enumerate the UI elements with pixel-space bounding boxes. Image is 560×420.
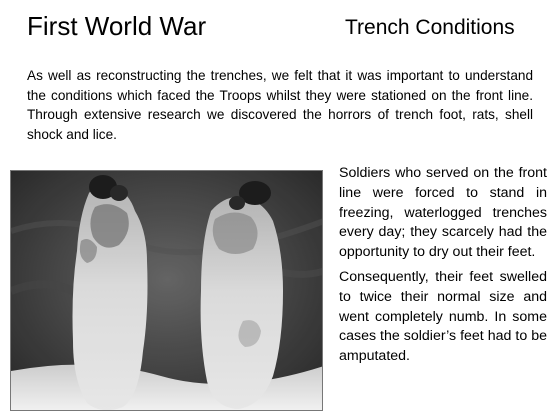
side-text [339,164,547,372]
side-paragraph-2: Consequently, their feet swelled to twice their normal size and went completely numb. In some cases the soldier’s feet had to be amputated. [339,268,547,365]
side-paragraph-1: Soldiers who served on the front line were forced to stand in freezing, waterlogged trenches every day; they scarcely had the opportunity to dry out their feet. [339,165,547,261]
slide-subtitle: Trench Conditions [345,16,515,39]
slide-title: First World War [27,11,207,41]
intro-paragraph: As well as reconstructing the trenches, we felt that it was important to understand the conditions which faced the Troops whilst they were stationed on the front line. Through extensive research we discovered the horrors of trench foot, rats, shell shock and lice. [27,68,533,142]
trench-foot-photo [10,170,323,411]
trench-foot-photo-graphic [11,171,323,411]
